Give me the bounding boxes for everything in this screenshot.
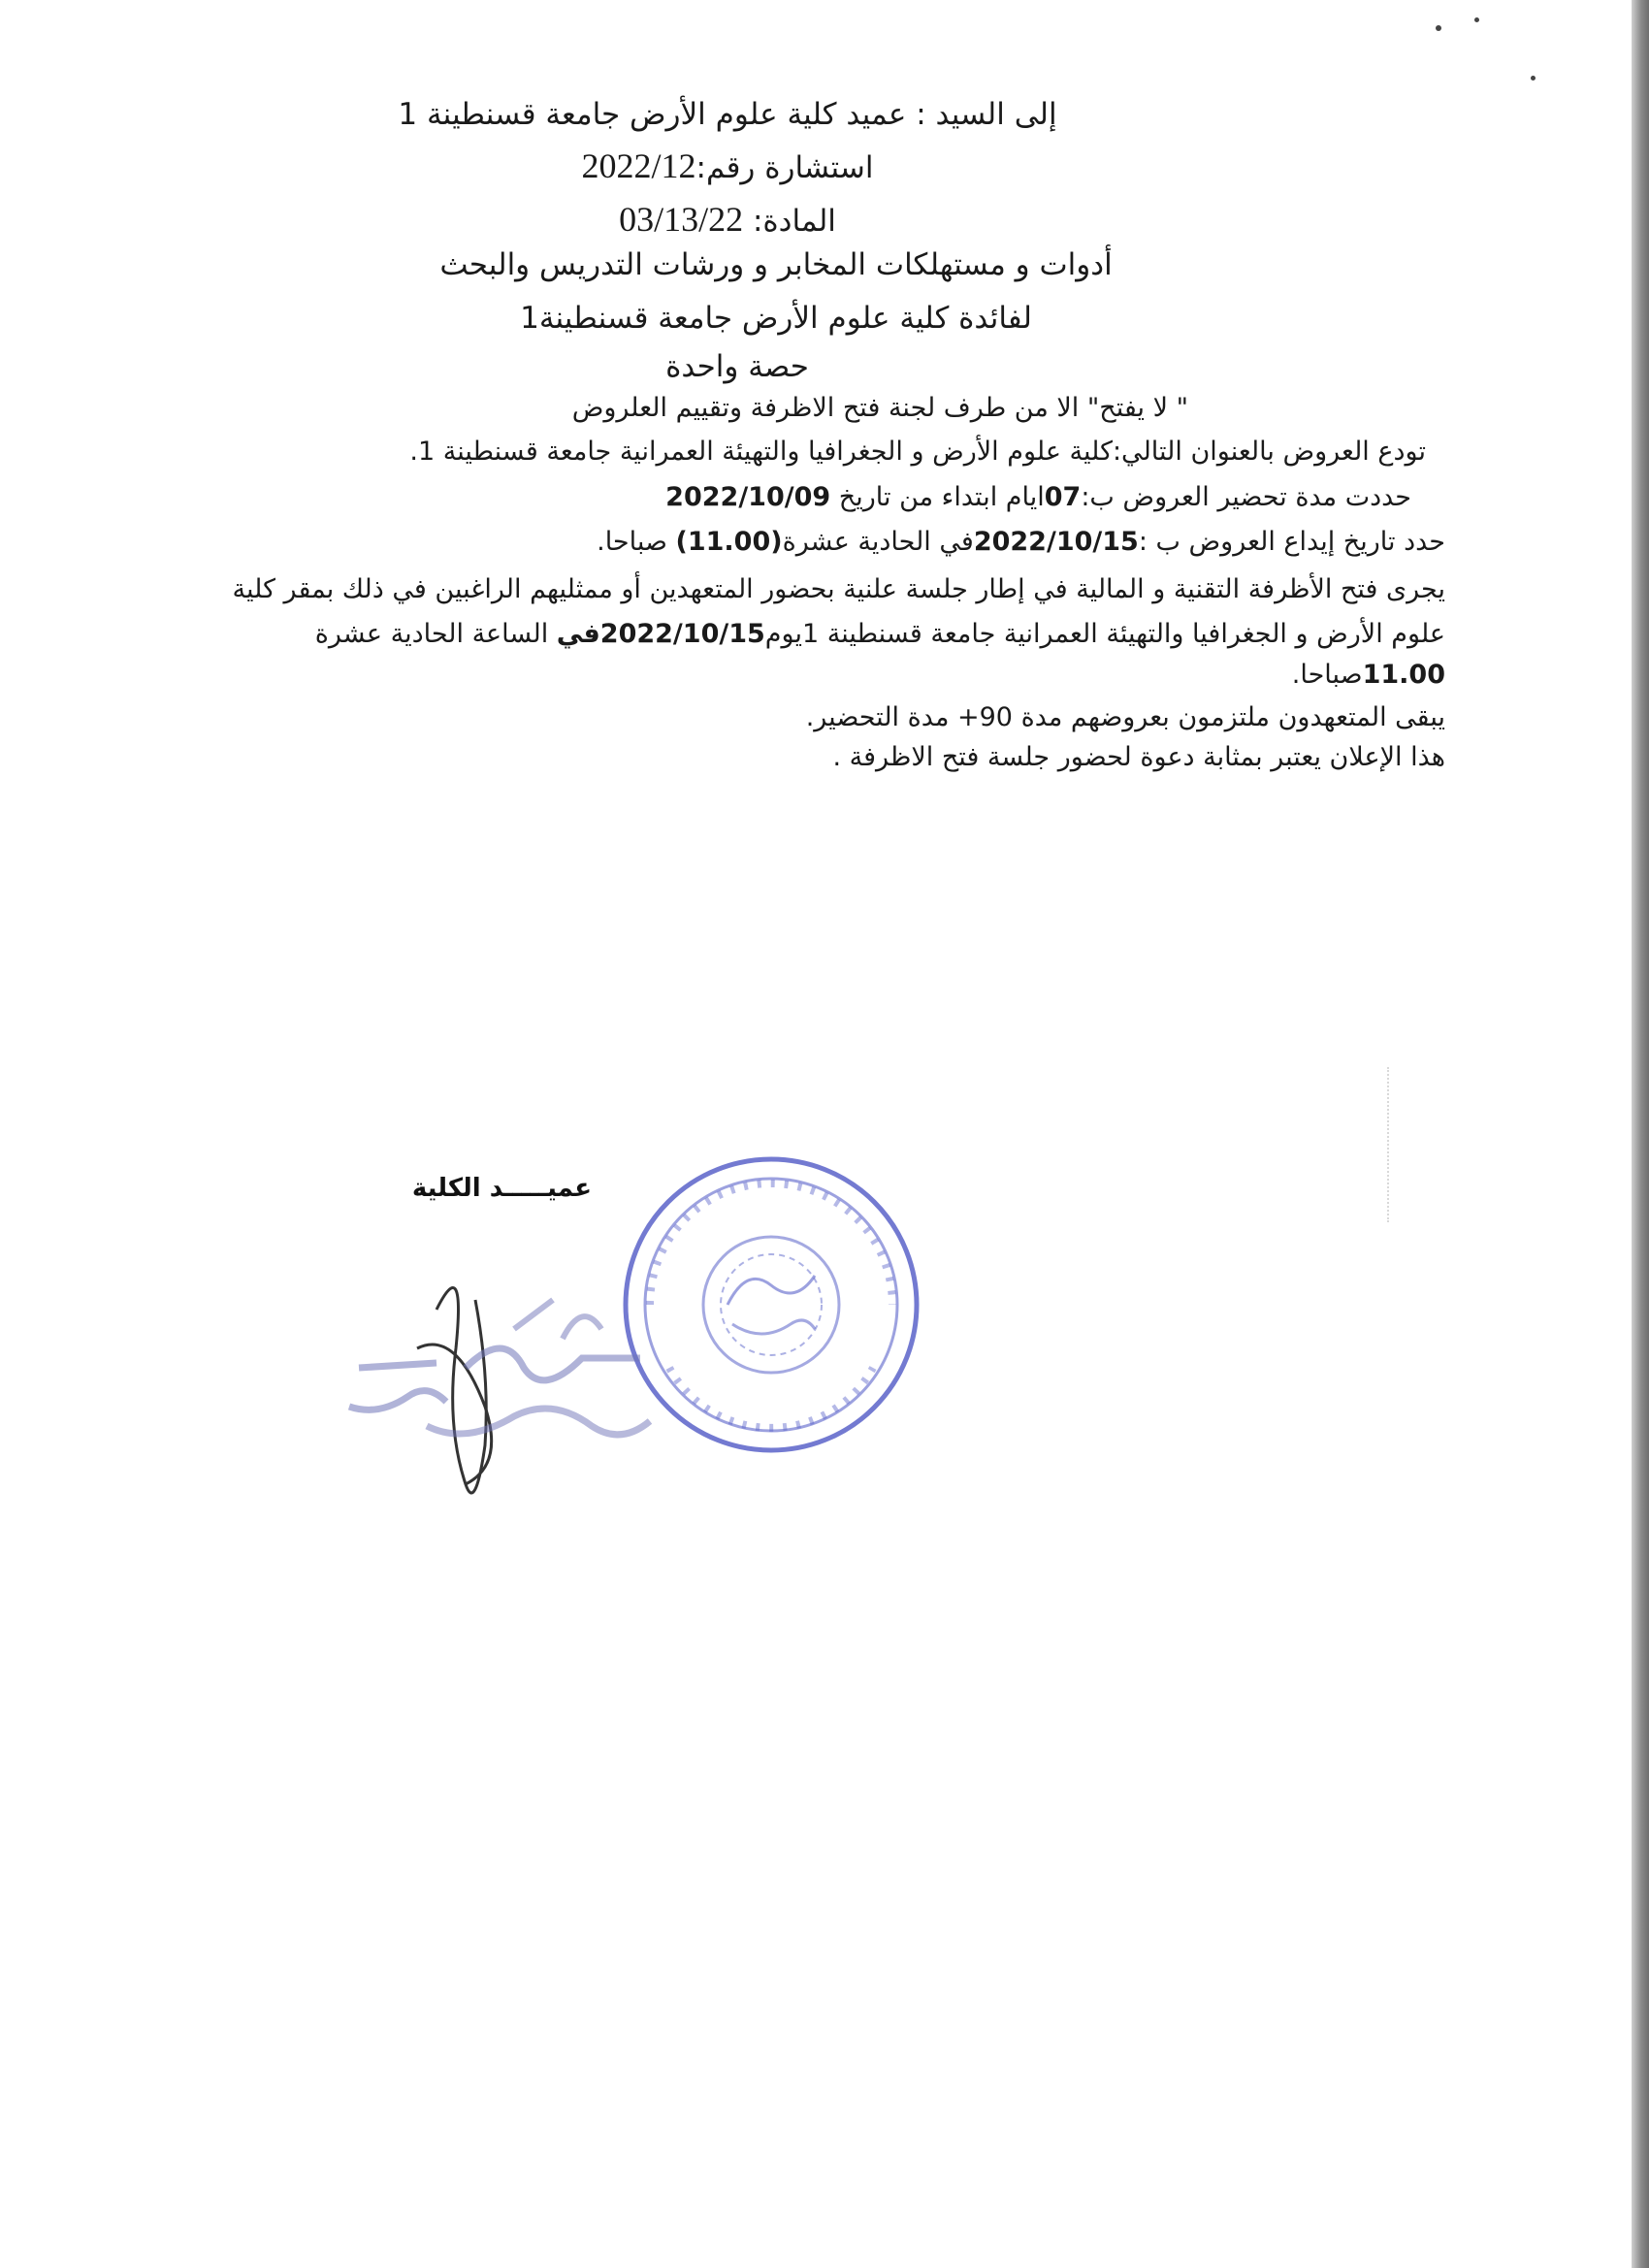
handwritten-signature: [320, 1232, 728, 1523]
consultation-line: [388, 146, 1067, 186]
deposit-address-line: تودع العروض بالعنوان التالي:كلية علوم الأرض و الجغرافيا والتهيئة العمرانية جامعة قسنطينة 1.: [409, 437, 1426, 467]
article-number: 03/13/22: [619, 200, 744, 239]
article-line: [388, 199, 1067, 240]
lot-line: حصة واحدة: [665, 349, 809, 384]
scan-artifact: [1387, 1067, 1399, 1222]
subject-line: أدوات و مستهلكات المخابر و ورشات التدريس والبحث: [439, 247, 1113, 282]
prep-days: 07: [1044, 482, 1082, 512]
opening-suffix: صباحا.: [1291, 660, 1363, 690]
opening-text-a: علوم الأرض و الجغرافيا والتهيئة العمرانية جامعة قسنطينة 1يوم: [764, 619, 1445, 649]
deadline-middle: في الحادية عشرة: [782, 527, 974, 557]
deadline-suffix: صباحا.: [597, 527, 676, 557]
opening-date: 2022/10/15: [599, 619, 765, 649]
deadline-time: (11.00): [675, 527, 783, 557]
opening-time: 11.00: [1362, 660, 1445, 690]
prep-date: 2022/10/09: [665, 482, 831, 512]
preparation-period-line: [665, 482, 1411, 512]
opening-line-2: [315, 619, 1445, 649]
validity-line: يبقى المتعهدون ملتزمون بعروضهم مدة 90+ مدة التحضير.: [805, 702, 1445, 732]
opening-text-c: الساعة الحادية عشرة: [314, 619, 557, 649]
invitation-line: هذا الإعلان يعتبر بمثابة دعوة لحضور جلسة فتح الاظرفة .: [832, 742, 1445, 772]
scan-speck: [1474, 17, 1479, 22]
opening-in: في: [556, 619, 600, 649]
article-label: المادة:: [752, 204, 836, 239]
opening-time-line: [1292, 660, 1445, 690]
deadline-date: 2022/10/15: [973, 527, 1139, 557]
scan-speck: [1531, 76, 1536, 81]
scan-speck: [1436, 25, 1441, 31]
beneficiary-line: لفائدة كلية علوم الأرض جامعة قسنطينة1: [520, 301, 1032, 336]
notice-line: " لا يفتح" الا من طرف لجنة فتح الاظرفة وتقييم العلروض: [571, 393, 1188, 423]
consultation-label: استشارة رقم:: [695, 150, 874, 185]
addressee-line: إلى السيد : عميد كلية علوم الأرض جامعة قسنطينة 1: [398, 97, 1057, 132]
prep-middle: ايام ابتداء من تاريخ: [830, 482, 1045, 512]
prep-prefix: حددت مدة تحضير العروض ب:: [1081, 482, 1411, 512]
opening-line-1: يجرى فتح الأظرفة التقنية و المالية في إطار جلسة علنية بحضور المتعهدين أو ممثليهم الراغبين في ذلك بمقر كلية: [232, 574, 1445, 604]
deadline-prefix: حدد تاريخ إيداع العروض ب :: [1138, 527, 1445, 557]
consultation-number: 2022/12: [581, 146, 696, 185]
scan-edge-strip: [1632, 0, 1649, 2268]
dean-signature-title: عميـــــد الكلية: [411, 1174, 592, 1203]
deadline-line: [597, 527, 1445, 557]
